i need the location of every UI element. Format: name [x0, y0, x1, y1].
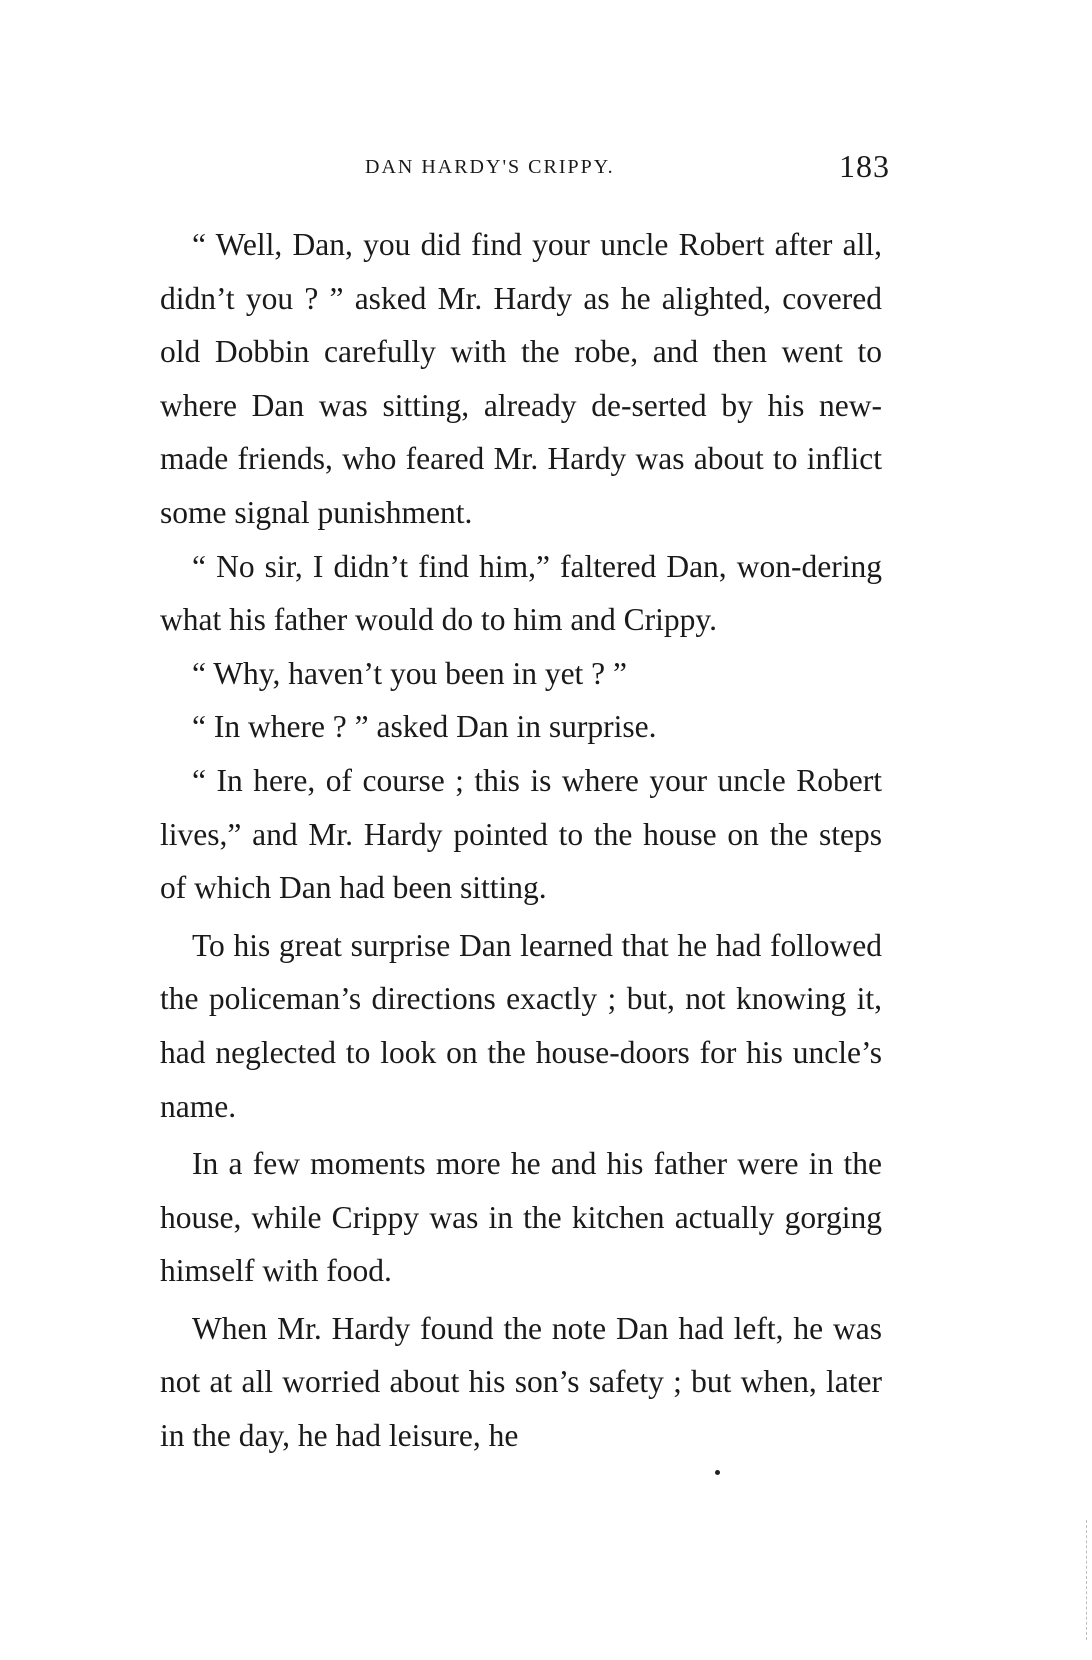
paragraph: “ In here, of course ; this is where your uncle Robert lives,” and Mr. Hardy pointed to the house on the steps of which Dan had been sitting.: [160, 762, 882, 906]
paragraph: “ In where ? ” asked Dan in surprise.: [192, 709, 657, 745]
paragraph: In a few moments more he and his father were in the house, while Crippy was in the kitchen actually gorging himself with food.: [160, 1146, 882, 1289]
running-title: DAN HARDY'S CRIPPY.: [365, 156, 615, 178]
body-text: [160, 218, 882, 1463]
paragraph: To his great surprise Dan learned that he had followed the policeman’s directions exactly ; but, not knowing it, had neglected to look on the house-doors for his uncle’s name.: [160, 927, 882, 1124]
ink-speck: [715, 1470, 720, 1475]
paragraph: “ Well, Dan, you did find your uncle Robert after all, didn’t you ? ” asked Mr. Hardy as he alighted, covered old Dobbin carefully with the robe, and then went to where Dan was sitting, already de-serted by his new-made friends, who feared Mr. Hardy was about to inflict some signal punishment.: [160, 227, 882, 530]
paragraph: “ No sir, I didn’t find him,” faltered Dan, won-dering what his father would do to him and Crippy.: [160, 548, 882, 638]
paragraph: “ Why, haven’t you been in yet ? ”: [192, 655, 628, 691]
page-edge-marks: [1086, 1520, 1090, 1640]
page-number: 183: [839, 148, 890, 184]
paragraph: When Mr. Hardy found the note Dan had left, he was not at all worried about his son’s safety ; but when, later in the day, he had leisure, he: [160, 1310, 882, 1454]
running-head: [160, 148, 890, 188]
